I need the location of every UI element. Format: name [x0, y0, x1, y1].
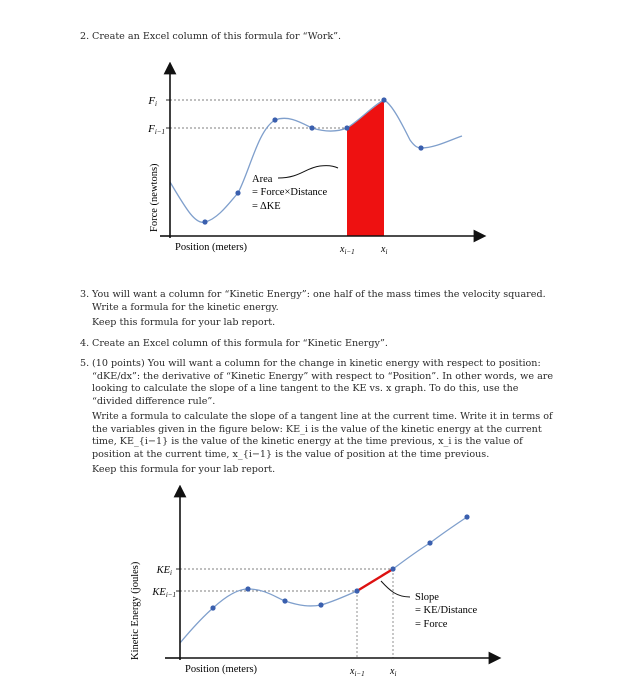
data-point [245, 586, 250, 591]
question-3-number: 3. [80, 289, 90, 300]
x-axis-label: Position (meters) [185, 664, 258, 675]
kinetic-energy-figure [125, 485, 505, 685]
question-3-text: You will want a column for “Kinetic Energy”: one half of the mass times the velocity squared. Write a formula for the kinetic energy. [92, 289, 546, 313]
force-curve [170, 100, 462, 222]
question-4 [80, 338, 560, 354]
question-5-text: (10 points) You will want a column for the change in kinetic energy with respect to position: “dKE/dx”: the derivative of “Kinetic Energy” with respect to “Position”. In other words, we are looking to calculate the slope of a line tangent to the KE vs. x graph. To do this, use the “divided difference rule”. [92, 358, 554, 407]
annotation-delta-ke: = ΔKE [252, 201, 281, 212]
question-3 [80, 289, 560, 333]
data-point [381, 97, 386, 102]
y-axis-label: Force (newtons) [149, 163, 160, 232]
question-3-note: Keep this formula for your lab report. [92, 317, 276, 328]
annotation-ke-distance: = KE/Distance [415, 605, 478, 616]
question-4-text: Create an Excel column of this formula for “Kinetic Energy”. [92, 338, 388, 349]
work-area-fill [347, 100, 384, 236]
question-5-note: Keep this formula for your lab report. [92, 464, 276, 475]
annotation-pointer [381, 581, 410, 597]
work-force-figure [140, 62, 490, 262]
data-points [202, 97, 423, 224]
x-tick-xi: $x_i$ [381, 244, 388, 256]
annotation-force: = Force [415, 619, 448, 630]
x-tick-xi-1: $x_{i-1}$ [350, 666, 365, 678]
data-point [309, 125, 314, 130]
annotation-force-distance: = Force×Distance [252, 187, 328, 198]
data-point [344, 125, 349, 130]
data-point [354, 588, 359, 593]
question-2-number: 2. [80, 31, 90, 42]
data-point [210, 605, 215, 610]
y-tick-fi-1: Fi−1 [148, 123, 165, 136]
question-5 [80, 358, 560, 480]
question-5-number: 5. [80, 358, 90, 369]
data-point [318, 602, 323, 607]
x-tick-xi: $x_i$ [390, 666, 397, 678]
data-point [390, 566, 395, 571]
y-tick-kei-1: KEi−1 [152, 587, 176, 599]
question-2-text: Create an Excel column of this formula for “Work”. [92, 31, 342, 42]
data-point [282, 598, 287, 603]
annotation-slope: Slope [415, 592, 439, 603]
data-point [202, 219, 207, 224]
x-axis-label: Position (meters) [175, 242, 248, 253]
question-5-text-2: Write a formula to calculate the slope of a tangent line at the current time. Write it in terms of the variables given in the figure below: KE_i is the value of the kinetic energy at the current time, KE_{i−1} is the value of the kinetic energy at the time previous, x_i is the value of position at the current time, x_{i−1} is the value of position at the time previous. [92, 411, 553, 460]
data-point [464, 514, 469, 519]
data-point [272, 117, 277, 122]
y-tick-kei: KEi [156, 565, 172, 577]
x-tick-xi-1: $x_{i-1}$ [340, 244, 355, 256]
annotation-area: Area [252, 174, 273, 185]
question-4-number: 4. [80, 338, 90, 349]
data-point [418, 145, 423, 150]
data-point [427, 540, 432, 545]
y-tick-fi: Fi [148, 95, 157, 108]
data-point [235, 190, 240, 195]
annotation-pointer [278, 166, 338, 178]
question-2 [80, 31, 560, 44]
y-axis-label: Kinetic Energy (joules) [130, 561, 141, 660]
